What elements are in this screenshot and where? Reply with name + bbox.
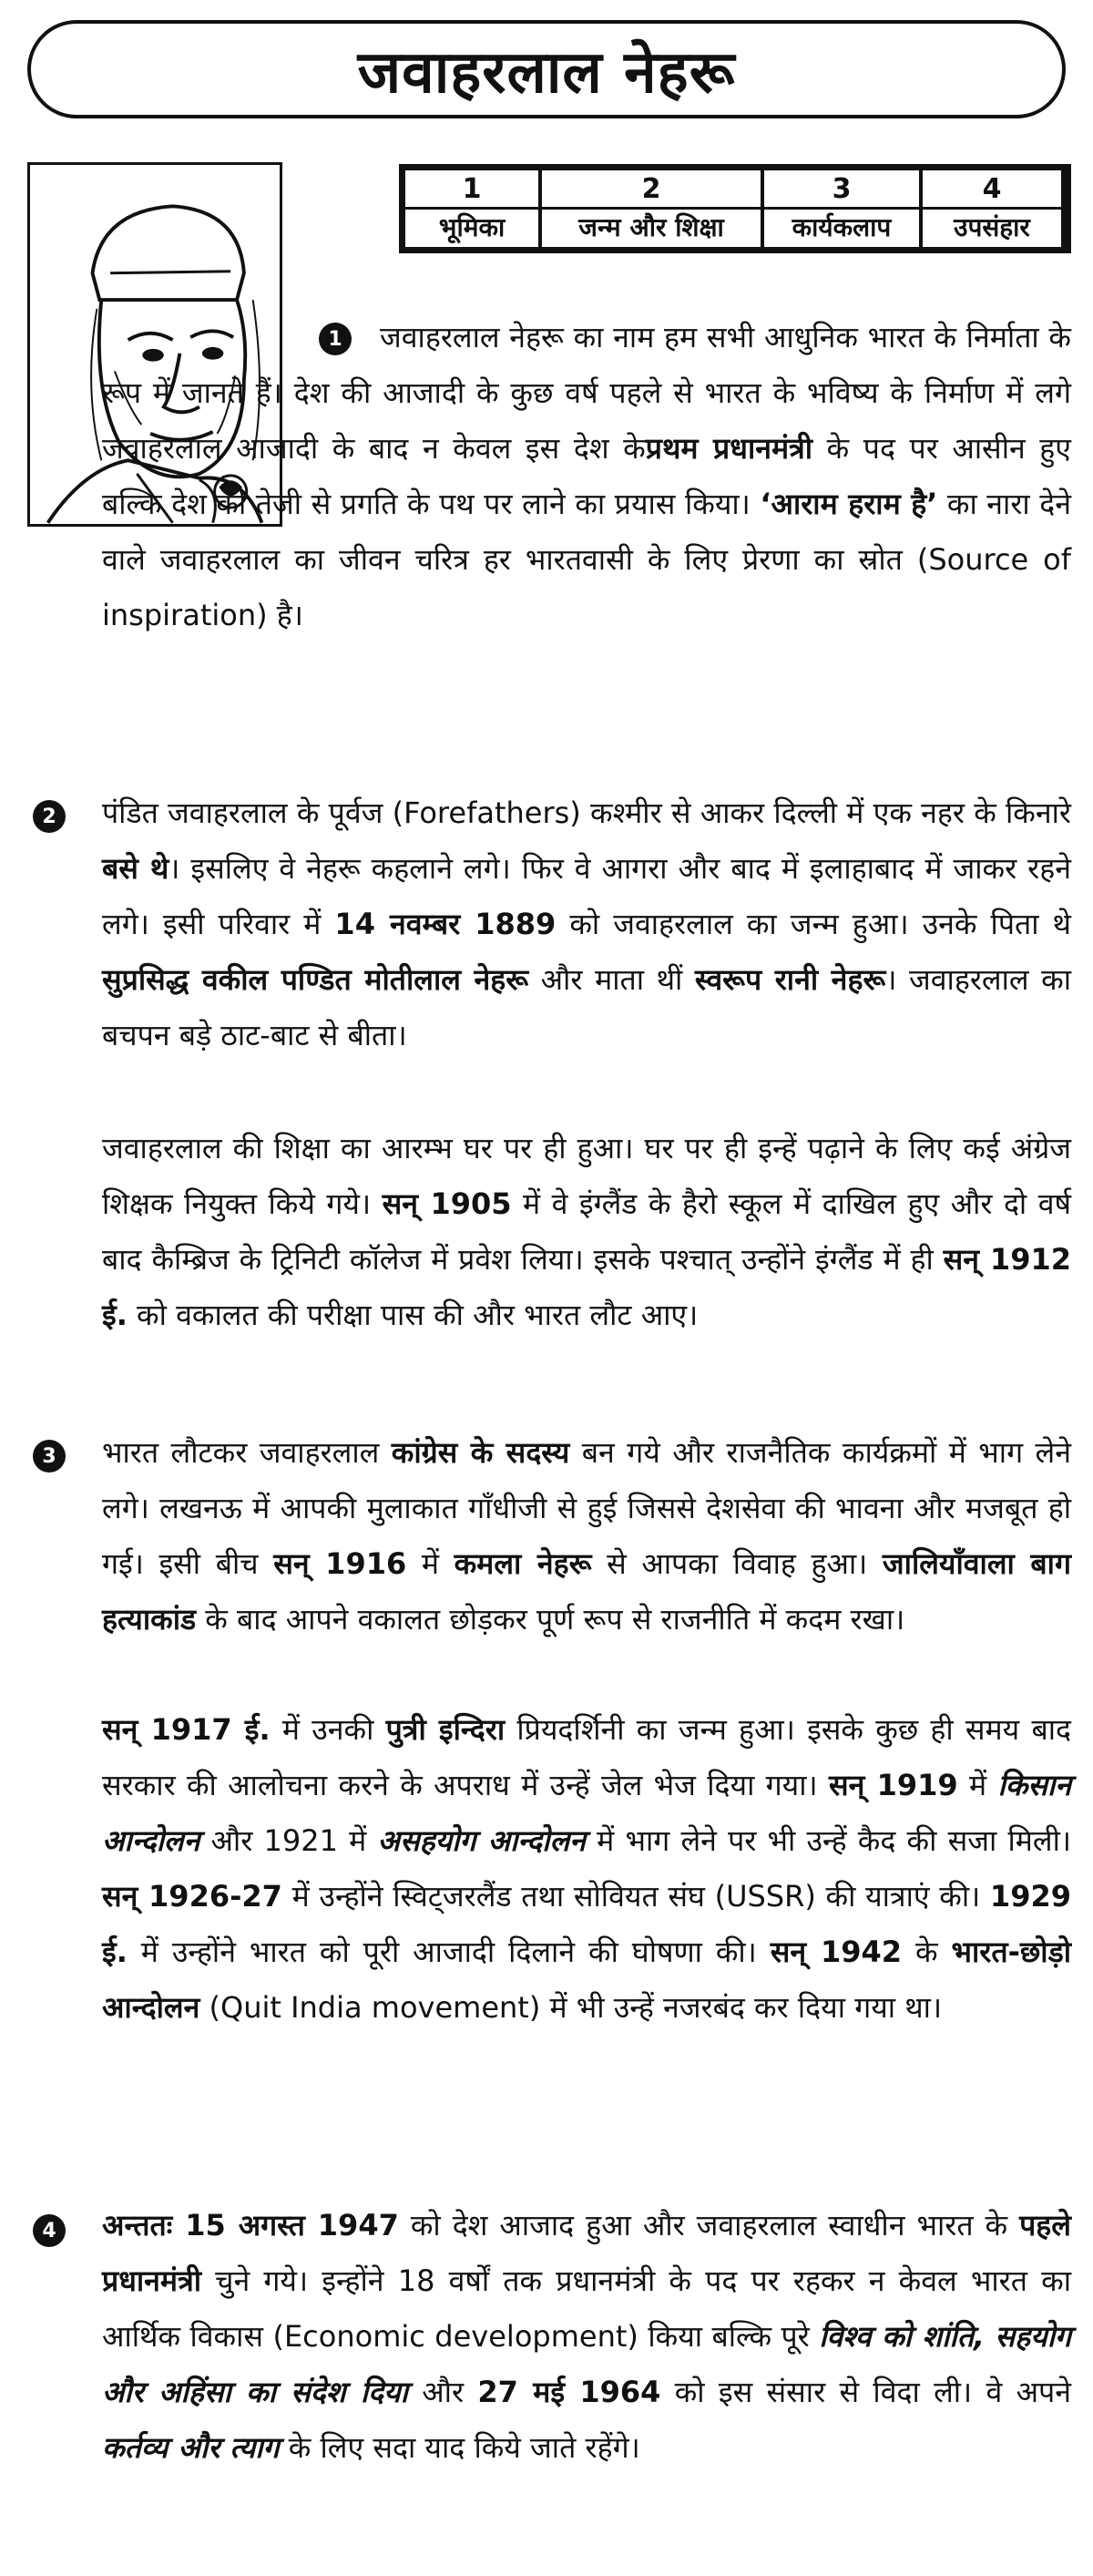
para-text: के बाद आपने वकालत छोड़कर पूर्ण रूप से राजनीति में कदम रखा। xyxy=(196,1602,905,1637)
para-text: के पद पर आसीन हुए बल्कि देश को तेजी से प्रगति के पथ पर लाने का प्रयास किया। xyxy=(102,431,1071,521)
bold-text: जालियाँवाला बाग हत्याकांड xyxy=(102,1546,1071,1637)
paragraph-introduction xyxy=(102,310,1071,643)
para-text: में उन्होंने स्विट्जरलैंड तथा सोवियत संघ (USSR) की यात्राएं की। xyxy=(281,1879,990,1914)
para-text: को इस संसार से विदा ली। वे अपने xyxy=(660,2375,1071,2409)
bold-text: सन् 1917 ई. xyxy=(102,1712,271,1747)
para-text: के xyxy=(902,1935,952,1969)
contents-label: उपसंहार xyxy=(954,211,1030,242)
bold-text: 27 मई 1964 xyxy=(477,2375,661,2409)
para-text: का नारा देने वाले जवाहरलाल का जीवन चरित्र हर भारतवासी के लिए प्रेरणा का स्रोत (Source of inspiration) है। xyxy=(102,487,1071,632)
bold-text: सन् 1926-27 xyxy=(102,1879,282,1914)
contents-table xyxy=(399,164,1071,253)
para-text: प्रियदर्शिनी का जन्म हुआ। इसके कुछ ही समय बाद सरकार की आलोचना करने के अपराध में उन्हें जेल भेज दिया गया। xyxy=(102,1712,1072,1802)
para-text: (Quit India movement) में भी उन्हें नजरबंद कर दिया गया था। xyxy=(199,1990,943,2025)
bold-text: सन् 1942 xyxy=(770,1935,903,1969)
bold-text: 1929 ई. xyxy=(102,1879,1071,1969)
bold-text: स्वरूप रानी नेहरू xyxy=(694,962,886,997)
bold-text: अन्ततः 15 अगस्त 1947 xyxy=(102,2208,399,2242)
para-text: बन गये और राजनैतिक कार्यक्रमों में भाग लेने लगे। लखनऊ में आपकी मुलाकात गाँधीजी से हुई जिससे देशसेवा की भावना और मजबूत हो गई। इसी बीच xyxy=(102,1435,1071,1581)
para-text: पंडित जवाहरलाल के पूर्वज (Forefathers) कश्मीर से आकर दिल्ली में एक नहर के किनारे xyxy=(102,795,1071,830)
italic-text: विश्व को शांति, सहयोग और अहिंसा का संदेश दिया xyxy=(102,2319,1071,2409)
bold-text: सन् 1912 ई. xyxy=(102,1242,1071,1332)
contents-label: भूमिका xyxy=(438,211,506,242)
para-text: में उन्होंने भारत को पूरी आजादी दिलाने की घोषणा की। xyxy=(127,1935,771,1969)
contents-number: 4 xyxy=(923,172,1061,210)
para-text: में उनकी xyxy=(270,1712,386,1747)
bold-text: पहले प्रधानमंत्री xyxy=(102,2208,1071,2298)
bold-text: सन् 1916 xyxy=(273,1546,407,1581)
contents-number: 3 xyxy=(764,172,919,210)
contents-label: कार्यकलाप xyxy=(792,211,892,242)
page-title: जवाहरलाल नेहरू xyxy=(357,38,736,107)
para-text: चुने गये। इन्होंने 18 वर्षों तक प्रधानमंत्री के पद पर रहकर न केवल भारत का आर्थिक विकास (Economic development) किया बल्कि पूरे xyxy=(102,2263,1071,2354)
contents-number: 1 xyxy=(405,172,538,210)
para-text: में वे इंग्लैंड के हैरो स्कूल में दाखिल हुए और दो वर्ष बाद कैम्ब्रिज के ट्रिनिटी कॉलेज में प्रवेश लिया। इसके पश्चात् उन्होंने इंग्लैंड में ही xyxy=(102,1186,1071,1277)
section-marker-4: 4 xyxy=(33,2214,66,2247)
contents-cell-3 xyxy=(764,170,919,247)
bold-text: सुप्रसिद्ध वकील पण्डित मोतीलाल नेहरू xyxy=(102,962,529,997)
bold-text: सन् 1919 xyxy=(828,1768,958,1802)
para-text: में भाग लेने पर भी उन्हें कैद की सजा मिली। xyxy=(585,1823,1072,1858)
paragraph-activities xyxy=(102,1425,1071,1647)
para-text: के लिए सदा याद किये जाते रहेंगे। xyxy=(279,2430,640,2465)
contents-label: जन्म और शिक्षा xyxy=(578,211,724,242)
paragraph-conclusion xyxy=(102,2198,1071,2476)
para-text: और 1921 में xyxy=(199,1823,378,1858)
section-marker-3: 3 xyxy=(33,1440,66,1473)
para-text: । इसलिए वे नेहरू कहलाने लगे। फिर वे आगरा और बाद में इलाहाबाद में जाकर रहने लगे। इसी परिवार में xyxy=(102,851,1071,941)
para-text: में xyxy=(957,1768,998,1802)
title-banner xyxy=(27,20,1066,118)
paragraph-education xyxy=(102,1121,1071,1343)
para-text: और माता थीं xyxy=(528,962,695,997)
bold-text: ‘आराम हराम है’ xyxy=(760,487,938,521)
para-text: जवाहरलाल नेहरू का नाम हम सभी आधुनिक भारत के निर्माता के रूप में जानते हैं। देश की आजादी के कुछ वर्ष पहले से भारत के भविष्य के निर्माण में लगे जवाहरलाल आजादी के बाद न केवल इस देश के xyxy=(102,320,1071,466)
italic-text: कर्तव्य और त्याग xyxy=(102,2430,280,2465)
bold-text: सन् 1905 xyxy=(382,1186,512,1221)
para-text: में xyxy=(406,1546,455,1581)
italic-text: असहयोग आन्दोलन xyxy=(377,1823,586,1858)
para-text: और xyxy=(407,2375,478,2409)
bold-text: प्रथम प्रधानमंत्री xyxy=(645,431,813,466)
bold-text: कांग्रेस के सदस्य xyxy=(391,1435,570,1470)
para-text: को जवाहरलाल का जन्म हुआ। उनके पिता थे xyxy=(556,907,1071,941)
bold-text: पुत्री इन्दिरा xyxy=(385,1712,506,1747)
paragraph-birth xyxy=(102,785,1071,1063)
section-marker-1: 1 xyxy=(319,323,352,355)
contents-cell-4 xyxy=(923,170,1061,247)
bold-text: 14 नवम्बर 1889 xyxy=(334,907,557,941)
contents-cell-1 xyxy=(405,170,538,247)
bold-text: बसे थे xyxy=(102,851,169,886)
paragraph-movements xyxy=(102,1702,1071,2036)
contents-cell-2 xyxy=(542,170,761,247)
para-text: भारत लौटकर जवाहरलाल xyxy=(102,1435,392,1470)
para-text: से आपका विवाह हुआ। xyxy=(591,1546,883,1581)
bold-text: भारत-छोड़ो आन्दोलन xyxy=(102,1935,1071,2025)
bold-text: कमला नेहरू xyxy=(454,1546,592,1581)
section-marker-2: 2 xyxy=(33,800,66,833)
contents-number: 2 xyxy=(542,172,761,210)
para-text: को वकालत की परीक्षा पास की और भारत लौट आए। xyxy=(127,1298,699,1332)
italic-text: किसान आन्दोलन xyxy=(102,1768,1071,1858)
para-text: । जवाहरलाल का बचपन बड़े ठाट-बाट से बीता। xyxy=(102,962,1072,1052)
para-text: को देश आजाद हुआ और जवाहरलाल स्वाधीन भारत के xyxy=(398,2208,1020,2242)
para-text: जवाहरलाल की शिक्षा का आरम्भ घर पर ही हुआ। घर पर ही इन्हें पढ़ाने के लिए कई अंग्रेज शिक्षक नियुक्त किये गये। xyxy=(102,1131,1071,1221)
